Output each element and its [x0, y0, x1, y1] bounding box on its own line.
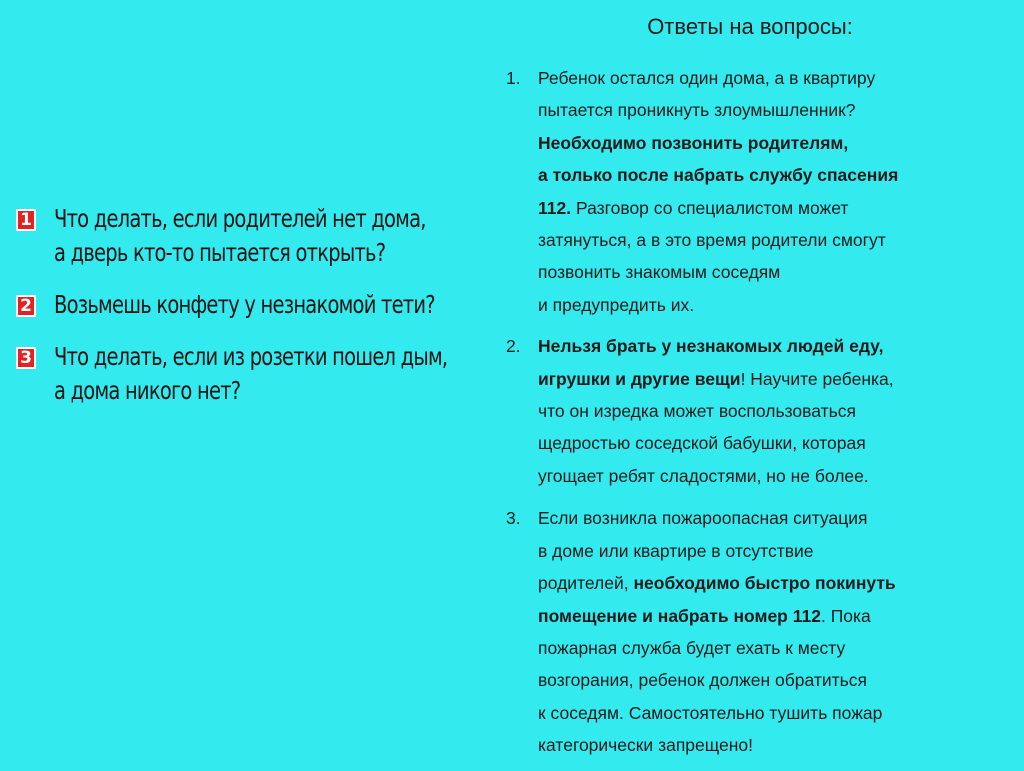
- question-text: [54, 340, 448, 408]
- answer-line: [538, 697, 1016, 729]
- answer-bold-text: а только после набрать службу спасения: [538, 165, 899, 186]
- question-line: а дверь кто-то пытается открыть?: [54, 238, 386, 267]
- answer-text-run: родителей,: [538, 573, 634, 594]
- answer-bold-text: Необходимо позвонить родителям,: [538, 132, 849, 153]
- answer-text-run: угощает ребят сладостями, но не более.: [538, 465, 869, 486]
- question-text: [54, 202, 426, 270]
- answer-line: [538, 363, 1016, 395]
- answer-text-run: затянуться, а в это время родители смогут: [538, 230, 886, 251]
- answer-line: [538, 256, 1016, 288]
- answer-text-run: Разговор со специалистом может: [571, 197, 849, 218]
- answer-line: [538, 427, 1016, 459]
- answer-line: [538, 729, 1016, 761]
- answer-text-run: к соседям. Самостоятельно тушить пожар: [538, 702, 883, 723]
- answer-text-run: пытается проникнуть злоумышленник?: [538, 100, 856, 121]
- answer-text: [538, 330, 1016, 492]
- answer-item: [506, 62, 1016, 321]
- answer-item: [506, 502, 1016, 761]
- answer-line: [538, 395, 1016, 427]
- question-item: [16, 288, 486, 322]
- answer-line: [538, 62, 1016, 94]
- questions-list: [16, 202, 486, 426]
- question-number-badge: 3: [16, 347, 36, 369]
- answer-bold-text: Нельзя брать у незнакомых людей еду,: [538, 336, 884, 357]
- question-line: а дома никого нет?: [54, 376, 241, 405]
- answer-bold-text: необходимо быстро покинуть: [633, 573, 896, 594]
- answer-bold-text: игрушки и другие вещи: [538, 368, 741, 389]
- answers-list: [506, 62, 1016, 771]
- answer-line: [538, 632, 1016, 664]
- question-item: [16, 340, 486, 408]
- answer-number: 2.: [506, 336, 521, 357]
- answer-line: [538, 567, 1016, 599]
- answer-text-run: Если возникла пожароопасная ситуация: [538, 508, 868, 529]
- answer-line: [538, 535, 1016, 567]
- answer-text-run: . Пока: [820, 605, 871, 626]
- answer-text-run: возгорания, ребенок должен обратиться: [538, 670, 867, 691]
- answer-text-run: пожарная служба будет ехать к месту: [538, 637, 846, 658]
- question-line: Что делать, если родителей нет дома,: [54, 204, 426, 233]
- answer-bold-text: 112.: [538, 197, 572, 218]
- answer-text-run: щедростью соседской бабушки, которая: [538, 433, 866, 454]
- question-number-badge: 1: [16, 209, 36, 231]
- answer-line: [538, 330, 1016, 362]
- answer-line: [538, 159, 1016, 191]
- question-line: Возьмешь конфету у незнакомой тети?: [54, 290, 435, 319]
- answer-text-run: в доме или квартире в отсутствие: [538, 540, 814, 561]
- answer-line: [538, 502, 1016, 534]
- answer-bold-text: помещение и набрать номер 112: [538, 605, 821, 626]
- answer-text: [538, 502, 1016, 761]
- answer-line: [538, 94, 1016, 126]
- question-number-badge: 2: [16, 295, 36, 317]
- question-item: [16, 202, 486, 270]
- answer-text: [538, 62, 1016, 321]
- answer-number: 1.: [506, 68, 521, 88]
- answer-text-run: что он изредка может воспользоваться: [538, 401, 856, 422]
- answer-line: [538, 600, 1016, 632]
- answer-line: [538, 289, 1016, 321]
- answer-number: 3.: [506, 508, 521, 529]
- answer-text-run: и предупредить их.: [538, 294, 695, 315]
- question-line: Что делать, если из розетки пошел дым,: [54, 342, 448, 371]
- answer-text-run: Ребенок остался один дома, а в квартиру: [538, 68, 876, 88]
- answer-text-run: категорически запрещено!: [538, 735, 753, 756]
- answer-text-run: ! Научите ребенка,: [740, 368, 894, 389]
- answer-line: [538, 192, 1016, 224]
- answer-line: [538, 664, 1016, 696]
- answer-text-run: позвонить знакомым соседям: [538, 262, 781, 283]
- question-text: [54, 288, 435, 322]
- answer-item: [506, 330, 1016, 492]
- answers-title: Ответы на вопросы:: [647, 14, 853, 39]
- answer-line: [538, 127, 1016, 159]
- answer-line: [538, 460, 1016, 492]
- answer-line: [538, 224, 1016, 256]
